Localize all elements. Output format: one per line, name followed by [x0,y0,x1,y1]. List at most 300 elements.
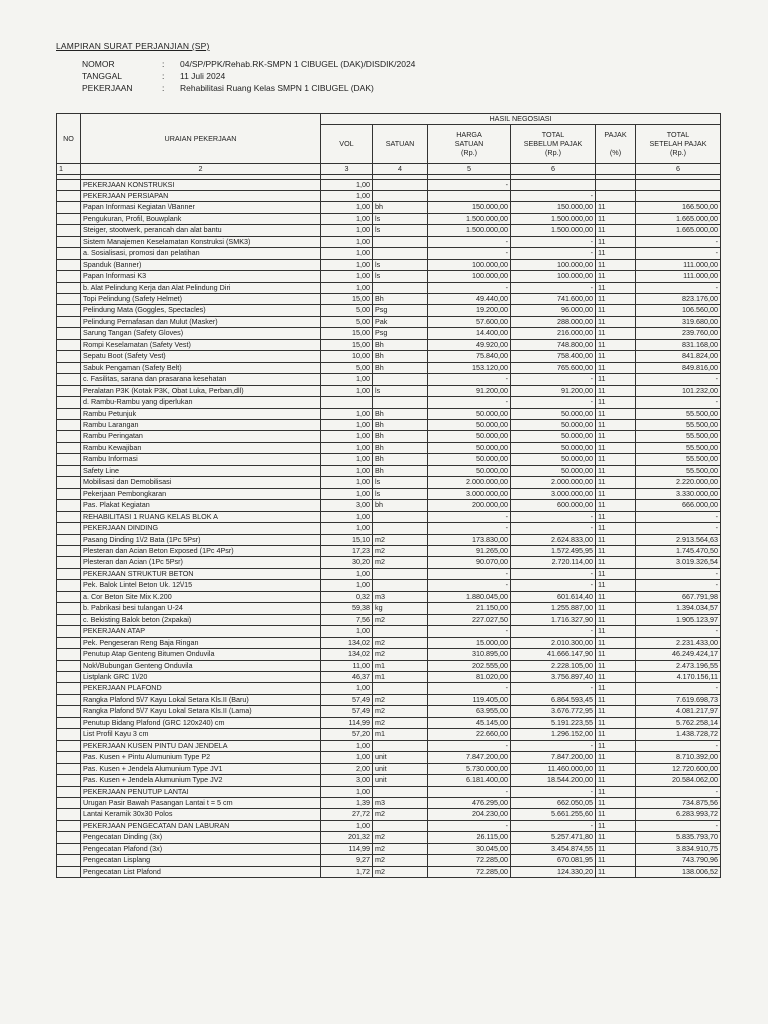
item-unit: m3 [373,591,428,602]
item-total-after-tax: 823.176,00 [636,294,721,305]
item-tax-percent: 11 [596,408,636,419]
item-unit-price: 1.880.045,00 [428,591,511,602]
item-tax-percent: 11 [596,420,636,431]
table-row [57,259,721,270]
item-volume: 1,00 [321,454,373,465]
item-unit: Bh [373,431,428,442]
item-unit-price: 6.181.400,00 [428,775,511,786]
item-unit [373,523,428,534]
item-tax-percent: 11 [596,775,636,786]
item-name: Pek. Balok Lintel Beton Uk. 12\/15 [81,580,321,591]
item-unit-price: - [428,236,511,247]
item-tax-percent: 11 [596,236,636,247]
item-total-after-tax: 239.760,00 [636,328,721,339]
item-unit: bh [373,500,428,511]
item-name: Topi Pelindung (Safety Helmet) [81,294,321,305]
item-unit [373,511,428,522]
table-row [57,694,721,705]
item-unit: ls [373,488,428,499]
item-volume: 201,32 [321,832,373,843]
item-total-before-tax: 96.000,00 [511,305,596,316]
item-total-before-tax: 600.000,00 [511,500,596,511]
item-total-before-tax: 2.720.114,00 [511,557,596,568]
item-total-before-tax: 50.000,00 [511,420,596,431]
item-name: Listplank GRC 1\/20 [81,671,321,682]
item-unit: Bh [373,408,428,419]
document-title: LAMPIRAN SURAT PERJANJIAN (SP) [56,41,210,51]
table-row [57,820,721,831]
item-name: List Profil Kayu 3 cm [81,729,321,740]
table-row [57,626,721,637]
item-total-before-tax: 2.010.300,00 [511,637,596,648]
item-volume: 5,00 [321,305,373,316]
row-number [57,385,81,396]
item-name: Nok\/Bubungan Genteng Onduvila [81,660,321,671]
row-number [57,190,81,201]
item-volume: 1,00 [321,465,373,476]
item-total-after-tax: 667.791,98 [636,591,721,602]
item-total-after-tax: 5.762.258,14 [636,717,721,728]
row-number [57,775,81,786]
item-volume: 3,00 [321,775,373,786]
meta-key: NOMOR [82,59,115,69]
item-total-before-tax: 3.756.897,40 [511,671,596,682]
row-number [57,271,81,282]
item-volume: 30,20 [321,557,373,568]
row-number [57,248,81,259]
item-total-before-tax: 1.255.887,00 [511,603,596,614]
table-row [57,580,721,591]
item-unit-price: 3.000.000,00 [428,488,511,499]
item-volume: 27,72 [321,809,373,820]
item-total-after-tax: 743.790,96 [636,855,721,866]
item-total-after-tax: 46.249.424,17 [636,649,721,660]
item-total-after-tax: 849.816,00 [636,362,721,373]
row-number [57,637,81,648]
row-number [57,671,81,682]
item-total-before-tax: 288.000,00 [511,316,596,327]
item-unit: Bh [373,420,428,431]
table-row [57,454,721,465]
row-number [57,614,81,625]
item-total-after-tax: 6.283.993,72 [636,809,721,820]
item-unit-price: - [428,248,511,259]
item-total-before-tax: 748.800,00 [511,339,596,350]
row-number [57,511,81,522]
item-total-before-tax: - [511,820,596,831]
item-volume: 1,00 [321,202,373,213]
item-volume: 1,00 [321,420,373,431]
row-number [57,832,81,843]
item-tax-percent: 11 [596,374,636,385]
item-unit [373,683,428,694]
item-total-after-tax: 1.905.123,97 [636,614,721,625]
item-tax-percent: 11 [596,534,636,545]
item-total-after-tax: 55.500,00 [636,408,721,419]
item-unit-price: 50.000,00 [428,420,511,431]
item-name: Rangka Plafond 5\/7 Kayu Lokal Setara Kls.II (Baru) [81,694,321,705]
item-volume: 10,00 [321,351,373,362]
item-total-before-tax: 5.661.255,60 [511,809,596,820]
col-header-harga: HARGA SATUAN (Rp.) [428,124,511,163]
item-volume: 59,38 [321,603,373,614]
item-unit-price: 173.830,00 [428,534,511,545]
col-header-satuan: SATUAN [373,124,428,163]
item-unit-price: 202.555,00 [428,660,511,671]
item-total-before-tax: 1.500.000,00 [511,213,596,224]
item-total-after-tax: 111.000,00 [636,259,721,270]
item-volume: 1,00 [321,248,373,259]
item-total-before-tax: 3.454.874,55 [511,843,596,854]
item-total-after-tax: 4.081.217,97 [636,706,721,717]
item-name: Steiger, stootwerk, perancah dan alat bantu [81,225,321,236]
item-unit: ls [373,385,428,396]
item-tax-percent: 11 [596,694,636,705]
item-tax-percent: 11 [596,706,636,717]
item-unit-price: 50.000,00 [428,454,511,465]
item-name: Pengecatan Lisplang [81,855,321,866]
item-total-before-tax: 124.330,20 [511,866,596,877]
row-number [57,591,81,602]
item-tax-percent: 11 [596,213,636,224]
table-row [57,729,721,740]
item-total-before-tax: 1.572.495,95 [511,546,596,557]
row-number [57,626,81,637]
item-name: Pengukuran, Profil, Bouwplank [81,213,321,224]
item-unit [373,282,428,293]
item-tax-percent: 11 [596,752,636,763]
item-tax-percent: 11 [596,523,636,534]
item-volume: 15,00 [321,294,373,305]
item-volume: 1,00 [321,225,373,236]
item-unit-price: 200.000,00 [428,500,511,511]
item-volume: 1,00 [321,213,373,224]
item-unit-price: 153.120,00 [428,362,511,373]
item-name: Pasang Dinding 1\/2 Bata (1Pc 5Psr) [81,534,321,545]
item-unit-price: - [428,626,511,637]
item-name: PEKERJAAN PENGECATAN DAN LABURAN [81,820,321,831]
item-volume: 15,00 [321,328,373,339]
item-total-after-tax: 101.232,00 [636,385,721,396]
item-unit: Bh [373,454,428,465]
item-unit-price: 100.000,00 [428,271,511,282]
item-unit-price: 50.000,00 [428,442,511,453]
item-total-before-tax: 1.500.000,00 [511,225,596,236]
item-unit-price: 91.200,00 [428,385,511,396]
item-unit [373,248,428,259]
row-number [57,660,81,671]
table-row [57,271,721,282]
item-unit-price: 150.000,00 [428,202,511,213]
item-tax-percent: 11 [596,568,636,579]
item-total-after-tax: 319.680,00 [636,316,721,327]
item-name: Papan Informasi K3 [81,271,321,282]
item-unit-price: 81.020,00 [428,671,511,682]
item-unit-price: 2.000.000,00 [428,477,511,488]
row-number [57,706,81,717]
table-row [57,523,721,534]
item-unit: ls [373,271,428,282]
item-volume: 1,00 [321,820,373,831]
item-name: PEKERJAAN STRUKTUR BETON [81,568,321,579]
item-name: Pengecatan List Plafond [81,866,321,877]
table-row [57,706,721,717]
item-tax-percent: 11 [596,729,636,740]
table-row [57,740,721,751]
meta-value: Rehabilitasi Ruang Kelas SMPN 1 CIBUGEL (DAK) [180,83,374,93]
col-number: 4 [373,163,428,174]
row-number [57,866,81,877]
item-tax-percent: 11 [596,832,636,843]
item-name: REHABILITASI 1 RUANG KELAS BLOK A [81,511,321,522]
item-total-after-tax: 166.500,00 [636,202,721,213]
row-number [57,316,81,327]
item-volume: 1,00 [321,626,373,637]
item-total-after-tax: 138.006,52 [636,866,721,877]
item-name: Pelindung Mata (Goggles, Spectacles) [81,305,321,316]
item-volume: 1,72 [321,866,373,877]
item-unit: m2 [373,843,428,854]
item-unit: m2 [373,706,428,717]
item-tax-percent [596,179,636,190]
item-name: PEKERJAAN PENUTUP LANTAI [81,786,321,797]
item-unit [373,568,428,579]
item-volume: 9,27 [321,855,373,866]
row-number [57,488,81,499]
item-name: Pengecatan Plafond (3x) [81,843,321,854]
item-total-after-tax: - [636,511,721,522]
item-volume: 1,39 [321,797,373,808]
row-number [57,546,81,557]
row-number [57,797,81,808]
item-name: a. Sosialisasi, promosi dan pelatihan [81,248,321,259]
item-unit [373,786,428,797]
item-volume: 1,00 [321,488,373,499]
col-header-hasil-negosiasi: HASIL NEGOSIASI [321,114,721,125]
item-total-before-tax: - [511,568,596,579]
col-number: 6 [511,163,596,174]
item-unit-price: 204.230,00 [428,809,511,820]
item-name: Rangka Plafond 5\/7 Kayu Lokal Setara Kls.II (Lama) [81,706,321,717]
item-unit-price: 227.027,50 [428,614,511,625]
item-name: Papan Informasi Kegiatan \/Banner [81,202,321,213]
row-number [57,477,81,488]
item-total-before-tax: 50.000,00 [511,442,596,453]
meta-colon: : [162,83,165,93]
meta-row-pekerjaan [82,82,415,94]
table-row [57,236,721,247]
table-row [57,420,721,431]
item-name: Rambu Peringatan [81,431,321,442]
table-row [57,305,721,316]
col-header-setelah-pajak: TOTAL SETELAH PAJAK (Rp.) [636,124,721,163]
item-total-before-tax: 670.081,95 [511,855,596,866]
table-row [57,534,721,545]
item-name: Rambu Informasi [81,454,321,465]
row-number [57,786,81,797]
row-number [57,568,81,579]
item-unit [373,740,428,751]
item-name: Pas. Kusen + Jendela Alumunium Type JV2 [81,775,321,786]
item-tax-percent: 11 [596,866,636,877]
table-row [57,374,721,385]
item-tax-percent: 11 [596,660,636,671]
row-number [57,420,81,431]
item-tax-percent: 11 [596,580,636,591]
item-unit: m2 [373,649,428,660]
item-unit-price: 1.500.000,00 [428,225,511,236]
item-tax-percent: 11 [596,271,636,282]
item-total-after-tax [636,179,721,190]
item-tax-percent: 11 [596,797,636,808]
item-name: Penutup Bidang Plafond (GRC 120x240) cm [81,717,321,728]
item-unit: m2 [373,855,428,866]
item-volume: 2,00 [321,763,373,774]
row-number [57,339,81,350]
meta-row-nomor [82,58,415,70]
item-total-before-tax: - [511,786,596,797]
table-row [57,500,721,511]
row-number [57,603,81,614]
item-unit: m2 [373,637,428,648]
row-number [57,328,81,339]
col-number: 3 [321,163,373,174]
item-total-before-tax: - [511,374,596,385]
item-tax-percent: 11 [596,683,636,694]
item-unit-price: 50.000,00 [428,408,511,419]
table-row [57,557,721,568]
item-total-before-tax: 5.191.223,55 [511,717,596,728]
item-name: Rambu Kewajiban [81,442,321,453]
item-tax-percent: 11 [596,740,636,751]
item-name: Pas. Plakat Kegiatan [81,500,321,511]
item-tax-percent: 11 [596,717,636,728]
item-name: PEKERJAAN DINDING [81,523,321,534]
item-total-after-tax: 2.220.000,00 [636,477,721,488]
item-name: Pelindung Pernafasan dan Mulut (Masker) [81,316,321,327]
item-tax-percent: 11 [596,500,636,511]
item-tax-percent: 11 [596,397,636,408]
col-number: 5 [428,163,511,174]
table-row [57,843,721,854]
item-name: c. Bekisting Balok beton (2xpakai) [81,614,321,625]
item-total-after-tax: 55.500,00 [636,465,721,476]
table-row [57,190,721,201]
item-tax-percent: 11 [596,763,636,774]
table-row [57,786,721,797]
item-name: Pas. Kusen + Pintu Alumunium Type P2 [81,752,321,763]
item-unit: ls [373,477,428,488]
item-total-after-tax: 3.330.000,00 [636,488,721,499]
item-total-before-tax: 91.200,00 [511,385,596,396]
item-unit: Bh [373,442,428,453]
item-tax-percent: 11 [596,786,636,797]
item-tax-percent: 11 [596,843,636,854]
item-total-after-tax: - [636,683,721,694]
table-row [57,637,721,648]
item-total-before-tax: 41.666.147,90 [511,649,596,660]
table-row [57,752,721,763]
item-total-after-tax: - [636,740,721,751]
item-unit: unit [373,763,428,774]
item-volume: 1,00 [321,190,373,201]
table-row [57,465,721,476]
item-unit: m3 [373,797,428,808]
item-unit-price: - [428,786,511,797]
item-total-after-tax: 1.665.000,00 [636,213,721,224]
meta-key: TANGGAL [82,71,122,81]
item-unit-price: 119.405,00 [428,694,511,705]
item-unit-price: 91.265,00 [428,546,511,557]
row-number [57,213,81,224]
item-volume: 1,00 [321,431,373,442]
row-number [57,179,81,190]
item-total-after-tax: - [636,248,721,259]
item-unit [373,374,428,385]
col-header-pajak: PAJAK (%) [596,124,636,163]
item-total-before-tax: 1.296.152,00 [511,729,596,740]
table-row [57,282,721,293]
item-total-before-tax: 11.460.000,00 [511,763,596,774]
item-volume: 1,00 [321,179,373,190]
item-unit-price: 45.145,00 [428,717,511,728]
item-unit-price: 15.000,00 [428,637,511,648]
item-name: Rambu Larangan [81,420,321,431]
item-unit: Bh [373,362,428,373]
item-total-after-tax: 666.000,00 [636,500,721,511]
item-unit [373,397,428,408]
item-volume: 134,02 [321,637,373,648]
item-volume: 0,32 [321,591,373,602]
item-total-after-tax: - [636,397,721,408]
item-name: PEKERJAAN PERSIAPAN [81,190,321,201]
item-tax-percent: 11 [596,248,636,259]
item-volume: 114,99 [321,843,373,854]
item-unit-price: 72.285,00 [428,855,511,866]
item-volume: 1,00 [321,683,373,694]
item-name: Rompi Keselamatan (Safety Vest) [81,339,321,350]
table-row [57,328,721,339]
item-volume: 114,99 [321,717,373,728]
row-number [57,362,81,373]
item-total-after-tax: 106.560,00 [636,305,721,316]
row-number [57,649,81,660]
item-tax-percent: 11 [596,351,636,362]
item-tax-percent: 11 [596,305,636,316]
item-volume: 1,00 [321,752,373,763]
item-name: Rambu Petunjuk [81,408,321,419]
item-name: PEKERJAAN KUSEN PINTU DAN JENDELA [81,740,321,751]
item-tax-percent: 11 [596,442,636,453]
table-row [57,866,721,877]
item-unit-price: 14.400,00 [428,328,511,339]
item-volume: 1,00 [321,740,373,751]
table-row [57,294,721,305]
item-total-before-tax: 100.000,00 [511,259,596,270]
item-total-before-tax: - [511,397,596,408]
row-number [57,534,81,545]
row-number [57,225,81,236]
row-number [57,202,81,213]
item-unit-price: 50.000,00 [428,431,511,442]
item-total-after-tax: - [636,282,721,293]
column-number-row [57,163,721,174]
item-volume: 3,00 [321,500,373,511]
table-row [57,179,721,190]
item-total-after-tax: - [636,374,721,385]
item-total-before-tax: 6.864.593,45 [511,694,596,705]
item-total-before-tax: 50.000,00 [511,454,596,465]
